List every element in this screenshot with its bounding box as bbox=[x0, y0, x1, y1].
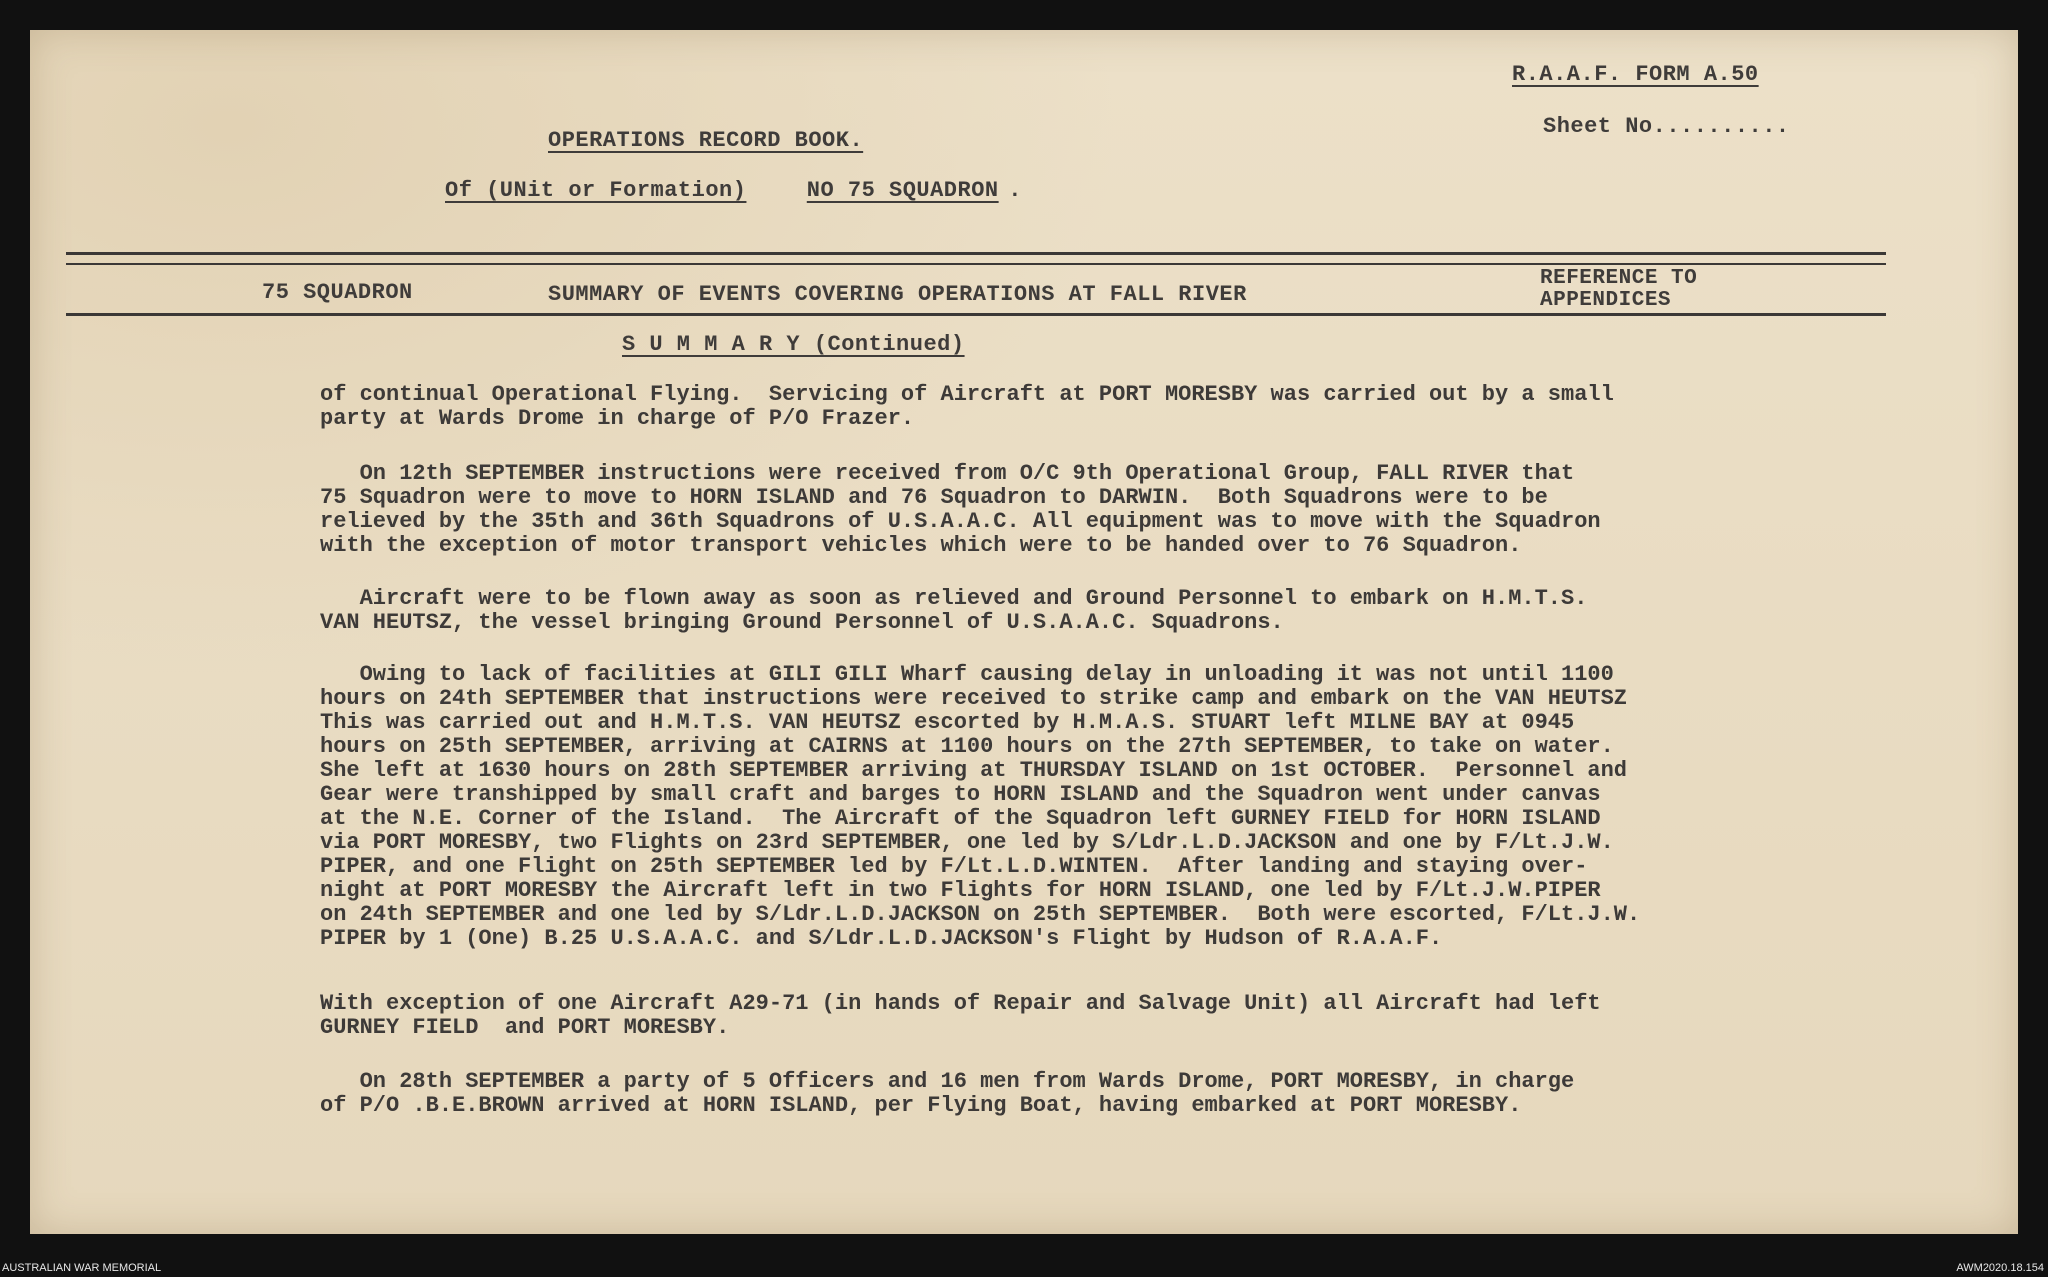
text-line: On 28th SEPTEMBER a party of 5 Officers and 16 men from Wards Drome, PORT MORESBY, in charge bbox=[320, 1069, 1575, 1094]
unit-label: Of (UNit or Formation) bbox=[445, 178, 747, 203]
section-title: S U M M A R Y (Continued) bbox=[622, 332, 965, 357]
column-reference-1: REFERENCE TO bbox=[1540, 267, 1698, 290]
column-reference-2: APPENDICES bbox=[1540, 289, 1672, 312]
text-line: with the exception of motor transport vehicles which were to be handed over to 76 Squadron. bbox=[320, 533, 1522, 558]
text-line: hours on 25th SEPTEMBER, arriving at CAIRNS at 1100 hours on the 27th SEPTEMBER, to take on water. bbox=[320, 734, 1614, 759]
text-line: PIPER, and one Flight on 25th SEPTEMBER led by F/Lt.L.D.WINTEN. After landing and staying over- bbox=[320, 854, 1588, 879]
text-line: on 24th SEPTEMBER and one led by S/Ldr.L.D.JACKSON on 25th SEPTEMBER. Both were escorted, F/Lt.J.W. bbox=[320, 902, 1641, 927]
paragraph-5 bbox=[320, 992, 1860, 1040]
text-line: Gear were transhipped by small craft and barges to HORN ISLAND and the Squadron went under canvas bbox=[320, 782, 1601, 807]
unit-line bbox=[445, 178, 1022, 203]
text-line: Aircraft were to be flown away as soon as relieved and Ground Personnel to embark on H.M.T.S. bbox=[320, 586, 1588, 611]
paragraph-1 bbox=[320, 383, 1860, 431]
text-line: of P/O .B.E.BROWN arrived at HORN ISLAND, per Flying Boat, having embarked at PORT MORESBY. bbox=[320, 1093, 1522, 1118]
sheet-number: Sheet No.......... bbox=[1543, 114, 1790, 139]
paragraph-3 bbox=[320, 587, 1860, 635]
text-line: 75 Squadron were to move to HORN ISLAND and 76 Squadron to DARWIN. Both Squadrons were to be bbox=[320, 485, 1548, 510]
text-line: relieved by the 35th and 36th Squadrons of U.S.A.A.C. All equipment was to move with the Squadron bbox=[320, 509, 1601, 534]
text-line: This was carried out and H.M.T.S. VAN HEUTSZ escorted by H.M.A.S. STUART left MILNE BAY at 0945 bbox=[320, 710, 1575, 735]
header-rule-top bbox=[66, 252, 1886, 255]
footer-reference: AWM2020.18.154 bbox=[1956, 1262, 2044, 1274]
text-line: VAN HEUTSZ, the vessel bringing Ground Personnel of U.S.A.A.C. Squadrons. bbox=[320, 610, 1284, 635]
text-line: of continual Operational Flying. Servicing of Aircraft at PORT MORESBY was carried out by a small bbox=[320, 382, 1614, 407]
paragraph-2 bbox=[320, 462, 1860, 558]
footer-credit: AUSTRALIAN WAR MEMORIAL bbox=[2, 1262, 162, 1274]
text-line: On 12th SEPTEMBER instructions were received from O/C 9th Operational Group, FALL RIVER that bbox=[320, 461, 1575, 486]
text-line: With exception of one Aircraft A29-71 (in hands of Repair and Salvage Unit) all Aircraft had left bbox=[320, 991, 1601, 1016]
text-line: Owing to lack of facilities at GILI GILI Wharf causing delay in unloading it was not until 1100 bbox=[320, 662, 1614, 687]
header-rule-mid bbox=[66, 263, 1886, 265]
unit-suffix: . bbox=[1008, 178, 1022, 203]
text-line: She left at 1630 hours on 28th SEPTEMBER arriving at THURSDAY ISLAND on 1st OCTOBER. Personnel and bbox=[320, 758, 1628, 783]
document-page bbox=[30, 30, 2018, 1234]
paragraph-4 bbox=[320, 663, 1860, 951]
text-line: GURNEY FIELD and PORT MORESBY. bbox=[320, 1015, 730, 1040]
header-rule-bottom bbox=[66, 313, 1886, 316]
text-line: at the N.E. Corner of the Island. The Aircraft of the Squadron left GURNEY FIELD for HORN ISLAND bbox=[320, 806, 1601, 831]
text-line: PIPER by 1 (One) B.25 U.S.A.A.C. and S/Ldr.L.D.JACKSON's Flight by Hudson of R.A.A.F. bbox=[320, 926, 1443, 951]
form-number: R.A.A.F. FORM A.50 bbox=[1512, 62, 1759, 87]
unit-value: NO 75 SQUADRON bbox=[806, 178, 999, 203]
column-unit: 75 SQUADRON bbox=[262, 280, 413, 305]
text-line: night at PORT MORESBY the Aircraft left in two Flights for HORN ISLAND, one led by F/Lt.J.W.PIPER bbox=[320, 878, 1601, 903]
text-line: via PORT MORESBY, two Flights on 23rd SEPTEMBER, one led by S/Ldr.L.D.JACKSON and one by F/Lt.J.W. bbox=[320, 830, 1614, 855]
document-title: OPERATIONS RECORD BOOK. bbox=[548, 128, 864, 153]
text-line: hours on 24th SEPTEMBER that instructions were received to strike camp and embark on the VAN HEUTSZ bbox=[320, 686, 1628, 711]
text-line: party at Wards Drome in charge of P/O Frazer. bbox=[320, 406, 915, 431]
paragraph-6 bbox=[320, 1070, 1860, 1118]
column-summary: SUMMARY OF EVENTS COVERING OPERATIONS AT FALL RIVER bbox=[548, 282, 1247, 307]
